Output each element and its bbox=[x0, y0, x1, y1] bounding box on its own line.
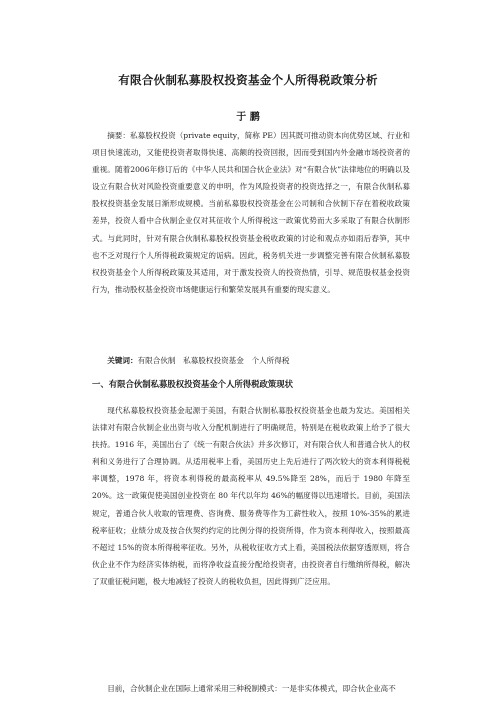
author-name: 于 鹏 bbox=[236, 112, 260, 123]
keywords-line bbox=[92, 352, 410, 369]
body-paragraph-1: 现代私募股权投资基金起源于美国，有限合伙制私募股权投资基金也最为发达。美国相关法律对有限合伙制企业出资与收入分配机制进行了明确规范，特别是在税收政策上给予了很大扶持。1916 年，美国出台了《统一有限合伙法》并多次修订，对有限合伙人和普通合伙人的权利和义务进行了合理协调。从适用税率上看，美国历史上先后进行了两次较大的资本利得税税率调整，1978 年，将资本利得税的最高税率从 49.5%降至 28%，而后于 1980 年降至 20%。这一政策促使美国创业投资在 80 年代以年均 46%的幅度得以迅速增长。目前，美国法规定，普通合伙人收取的管理费、咨询费、服务费等作为工薪性收入，按照 10%-35%的累进税率征收；业绩分成及按合伙契约约定的比例分得的投资所得，作为资本利得收入，按照最高不超过 15%的资本所得税率征收。另外，从税收征收方式上看，美国税法依据穿透原则，将合伙企业不作为经济实体纳税，而将净收益直接分配给投资者，由投资者自行缴纳所得税，解决了双重征税问题，极大地减轻了投资人的税收负担，因此得到广泛应用。 bbox=[92, 406, 410, 586]
keywords-text: 有限合伙制 私募股权投资基金 个人所得税 bbox=[137, 356, 290, 365]
body-paragraph-2: 目前，合伙制企业在国际上通常采用三种税制模式：一是非实体模式，即合伙企业高不 bbox=[107, 684, 396, 693]
keywords-label: 关键词： bbox=[107, 356, 138, 365]
article-title: 有限合伙制私募股权投资基金个人所得税政策分析 bbox=[118, 73, 378, 87]
abstract-paragraph: 摘要：私募股权投资（private equity，简称 PE）因其既可推动资本向优势区域、行业和项目快速流动，又能使投资者取得快速、高额的投资回报，因而受到国内外金融市场投资者的重视。随着2006年修订后的《中华人民共和国合伙企业法》对“有限合伙”法律地位的明确以及设立有限合伙对风险投资重要意义的申明，作为风险投资者的投资选择之一，有限合伙制私募股权投资基金发展日渐形成规模。当前私募股权投资基金在公司制和合伙制下存在着税收政策差异，投资人看中合伙制企业仅对其征收个人所得税这一政策优势而大多采取了有限合伙制形式。与此同时，针对有限合伙制私募股权投资基金税收政策的讨论和观点亦如雨后春笋，其中也不乏对现行个人所得税政策规定的诟病。因此，税务机关进一步调整完善有限合伙制私募股权投资基金个人所得税政策及其适用，对于激发投资人的投资热情，引导、规范股权基金投资行为，推动股权基金投资市场健康运行和繁荣发展具有重要的现实意义。 bbox=[92, 131, 410, 294]
section-heading: 一、有限合伙制私募股权投资基金个人所得税政策现状 bbox=[92, 379, 293, 389]
